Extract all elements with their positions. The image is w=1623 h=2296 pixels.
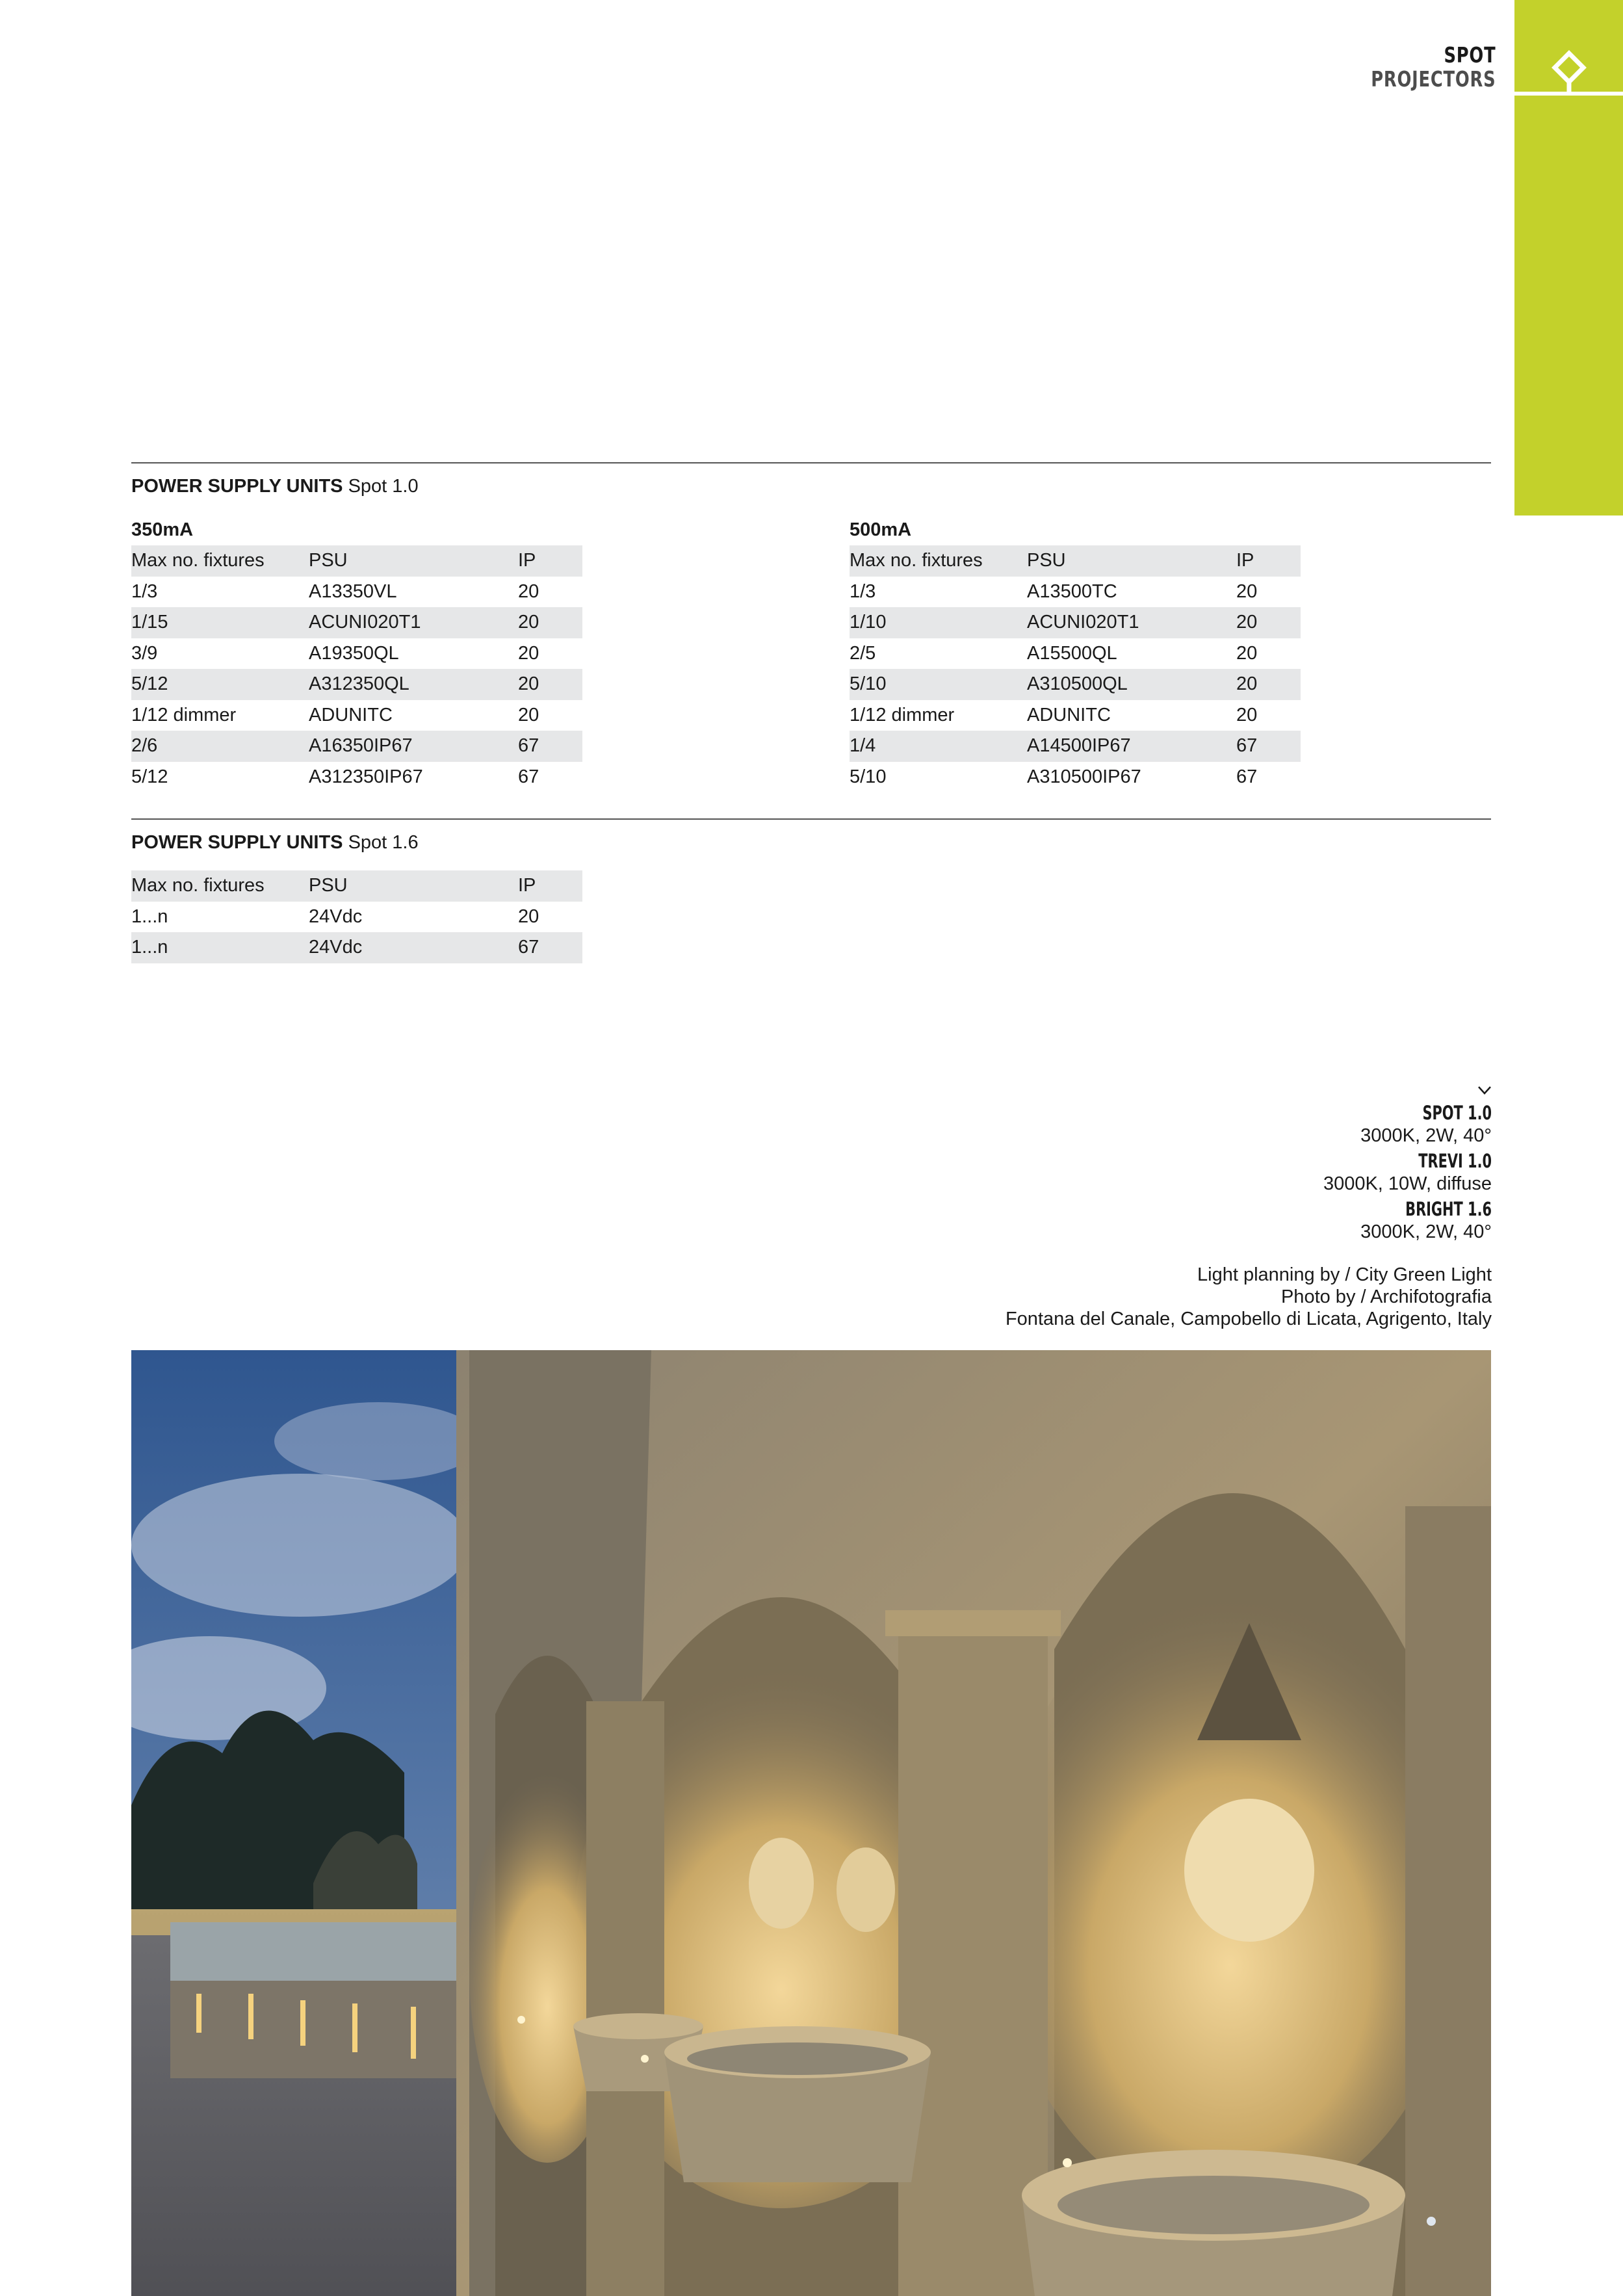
section-rule-spot16 bbox=[131, 818, 1491, 820]
psu-spot16-title-bold: POWER SUPPLY UNITS bbox=[131, 832, 343, 853]
table-cell: 1/3 bbox=[131, 581, 158, 602]
table-cell: 20 bbox=[1236, 581, 1258, 602]
table-cell: 1/4 bbox=[850, 731, 1027, 762]
psu-spot16-title-regular: Spot 1.6 bbox=[348, 832, 419, 853]
table-cell: 67 bbox=[518, 766, 539, 787]
table-cell: 1...n bbox=[131, 906, 168, 927]
table-row bbox=[850, 577, 1301, 608]
product-name: SPOT 1.0 bbox=[1422, 1102, 1492, 1124]
photo-credits bbox=[1006, 1264, 1492, 1330]
table-row bbox=[850, 638, 1301, 670]
table-cell: A15500QL bbox=[1027, 642, 1117, 664]
header-cell: IP bbox=[1236, 545, 1301, 577]
product-name: BRIGHT 1.6 bbox=[1405, 1198, 1492, 1220]
photographer-credit: Photo by / Archifotografia bbox=[1280, 1286, 1492, 1307]
group-350-label: 350mA bbox=[131, 519, 194, 540]
table-row bbox=[131, 577, 582, 608]
table-cell: 1/10 bbox=[850, 607, 1027, 638]
table-cell: 5/12 bbox=[131, 766, 168, 787]
header-cell: Max no. fixtures bbox=[131, 870, 309, 902]
table-cell: 20 bbox=[518, 704, 539, 725]
table-cell: 20 bbox=[1236, 607, 1301, 638]
table-cell: 1/12 dimmer bbox=[850, 704, 955, 725]
table-cell: A13500TC bbox=[1027, 581, 1117, 602]
table-cell: ACUNI020T1 bbox=[1027, 607, 1236, 638]
table-cell: 67 bbox=[1236, 731, 1301, 762]
table-cell: 1/12 dimmer bbox=[131, 704, 237, 725]
table-cell: 20 bbox=[1236, 704, 1258, 725]
table-cell: A312350QL bbox=[309, 669, 518, 700]
header-cell: Max no. fixtures bbox=[131, 545, 309, 577]
table-cell: 5/10 bbox=[850, 669, 1027, 700]
table-cell: 20 bbox=[518, 607, 582, 638]
product-captions bbox=[1323, 1086, 1492, 1246]
table-row bbox=[850, 607, 1301, 638]
table-cell: 1/15 bbox=[131, 607, 309, 638]
section-title bbox=[1371, 43, 1496, 91]
table-row bbox=[131, 669, 582, 700]
table-cell: A310500IP67 bbox=[1027, 766, 1141, 787]
table-cell: 1...n bbox=[131, 932, 309, 963]
table-row bbox=[131, 607, 582, 638]
table-row bbox=[131, 700, 582, 731]
table-cell: 24Vdc bbox=[309, 906, 363, 927]
header-cell: IP bbox=[518, 870, 582, 902]
table-cell: ACUNI020T1 bbox=[309, 607, 518, 638]
header-cell: IP bbox=[518, 545, 582, 577]
table-cell: 67 bbox=[518, 731, 582, 762]
table-cell: ADUNITC bbox=[1027, 704, 1111, 725]
table-cell: 24Vdc bbox=[309, 932, 518, 963]
psu-spot10-title bbox=[131, 475, 419, 498]
table-cell: A14500IP67 bbox=[1027, 731, 1236, 762]
header-cell: Max no. fixtures bbox=[850, 545, 1027, 577]
table-header-row bbox=[850, 545, 1301, 577]
fountain-illustration bbox=[131, 1350, 1491, 2296]
table-cell: 20 bbox=[518, 669, 582, 700]
table-cell: A16350IP67 bbox=[309, 731, 518, 762]
table-cell: A310500QL bbox=[1027, 669, 1236, 700]
section-title-line2: PROJECTORS bbox=[1370, 66, 1496, 92]
spot-diamond-icon bbox=[1546, 48, 1592, 95]
table-cell: 5/10 bbox=[850, 766, 887, 787]
table-cell: A19350QL bbox=[309, 642, 399, 664]
light-planning-credit: Light planning by / City Green Light bbox=[1197, 1264, 1492, 1285]
section-rule-spot10 bbox=[131, 462, 1491, 463]
table-cell: A312350IP67 bbox=[309, 766, 423, 787]
table-row bbox=[850, 731, 1301, 762]
product-name: TREVI 1.0 bbox=[1418, 1150, 1492, 1172]
location-caption: Fontana del Canale, Campobello di Licata, Agrigento, Italy bbox=[1005, 1309, 1492, 1329]
table-cell: 20 bbox=[1236, 642, 1258, 664]
table-cell: ADUNITC bbox=[309, 704, 393, 725]
table-cell: 20 bbox=[518, 642, 539, 664]
product-spec: 3000K, 2W, 40° bbox=[1360, 1221, 1492, 1242]
section-title-line1: SPOT bbox=[1444, 42, 1496, 68]
table-row bbox=[131, 638, 582, 670]
table-header-row bbox=[131, 870, 582, 902]
product-spec: 3000K, 10W, diffuse bbox=[1323, 1173, 1492, 1194]
table-cell: 67 bbox=[1236, 766, 1258, 787]
table-cell: 1/3 bbox=[850, 581, 876, 602]
psu-spot10-title-bold: POWER SUPPLY UNITS bbox=[131, 476, 343, 497]
psu-spot16-title bbox=[131, 831, 419, 854]
group-500-label: 500mA bbox=[850, 519, 912, 540]
table-row bbox=[131, 762, 582, 793]
table-cell: 3/9 bbox=[131, 642, 158, 664]
table-row bbox=[131, 932, 582, 963]
psu-500-table bbox=[850, 545, 1301, 792]
psu-350-table bbox=[131, 545, 582, 792]
table-cell: 67 bbox=[518, 932, 582, 963]
fountain-photo bbox=[131, 1350, 1491, 2296]
table-cell: 20 bbox=[518, 906, 539, 927]
table-header-row bbox=[131, 545, 582, 577]
table-row bbox=[131, 731, 582, 762]
table-row bbox=[850, 669, 1301, 700]
product-spec: 3000K, 2W, 40° bbox=[1360, 1125, 1492, 1146]
table-row bbox=[131, 902, 582, 933]
header-cell: PSU bbox=[309, 870, 518, 902]
table-cell: 20 bbox=[518, 581, 539, 602]
psu-spot10-title-regular: Spot 1.0 bbox=[348, 476, 419, 497]
table-row bbox=[850, 762, 1301, 793]
table-cell: 2/5 bbox=[850, 642, 876, 664]
table-row bbox=[850, 700, 1301, 731]
psu-spot16-table bbox=[131, 870, 582, 963]
header-cell: PSU bbox=[1027, 545, 1236, 577]
header-cell: PSU bbox=[309, 545, 518, 577]
table-cell: 2/6 bbox=[131, 731, 309, 762]
table-cell: 20 bbox=[1236, 669, 1301, 700]
table-cell: 5/12 bbox=[131, 669, 309, 700]
chevron-down-icon bbox=[1477, 1086, 1492, 1095]
table-cell: A13350VL bbox=[309, 581, 397, 602]
